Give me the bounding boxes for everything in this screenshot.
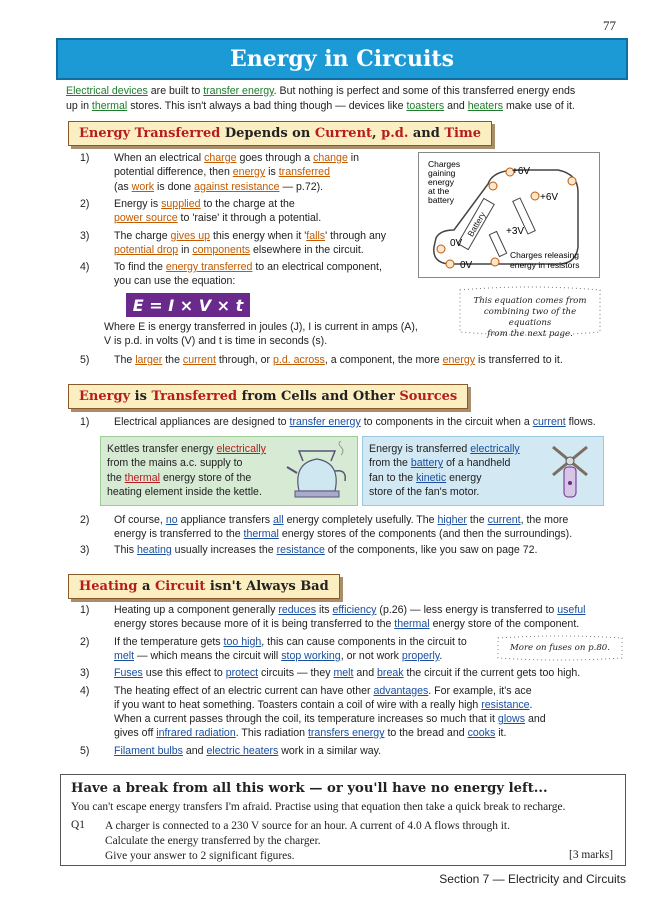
equation-note	[454, 284, 606, 338]
text-line	[114, 151, 359, 165]
heading-text: is	[130, 389, 152, 404]
keyword: work	[131, 180, 155, 193]
heading-keyword: Heating	[79, 579, 138, 594]
intro-keyword: Electrical devices	[66, 85, 148, 97]
item-number: 4)	[80, 684, 90, 697]
heading-keyword: Time	[444, 126, 482, 141]
keyword: higher	[437, 514, 467, 526]
text: ' through any	[325, 229, 387, 242]
text: The charge	[114, 229, 171, 242]
text: is done	[154, 180, 195, 193]
text-line	[114, 543, 537, 557]
summary-heading: Have a break from all this work — or you'll have no energy left...	[71, 781, 548, 796]
question-text	[105, 819, 510, 864]
voltage-label: +6V	[540, 192, 559, 203]
intro-text: . But nothing is perfect and some of this transferred energy ends	[273, 85, 576, 97]
heading-text: isn't Always Bad	[205, 579, 329, 594]
text: gives off	[114, 727, 157, 740]
text: and	[182, 744, 207, 757]
text-line	[114, 243, 386, 257]
text-line	[114, 260, 382, 274]
keyword: thermal	[124, 471, 160, 484]
text: This	[114, 544, 137, 556]
keyword: charge	[204, 152, 237, 164]
keyword: infrared radiation	[156, 727, 236, 740]
text: Energy is	[114, 197, 162, 210]
heading-keyword: Sources	[399, 389, 458, 404]
keyword: cooks	[467, 727, 496, 740]
text: to 'raise' it through a potential.	[177, 212, 322, 225]
text: . This radiation	[235, 727, 308, 740]
keyword: break	[377, 667, 404, 680]
item-number: 1)	[80, 604, 90, 616]
text: store of the fan's motor.	[369, 485, 480, 498]
text: goes through a	[236, 152, 314, 164]
equation-explanation	[104, 320, 464, 349]
text: this energy when it '	[210, 229, 307, 242]
label-charges-gaining: Charges gaining energy at the battery	[428, 159, 461, 205]
keyword: melt	[333, 667, 354, 680]
keyword: properly	[401, 649, 440, 662]
text: elsewhere in the circuit.	[250, 243, 364, 256]
keyword: current	[487, 514, 521, 526]
text: to components in the circuit when a	[360, 416, 533, 428]
item-text	[114, 603, 586, 632]
section3-list	[80, 603, 640, 763]
keyword: thermal	[394, 618, 430, 631]
text-line	[114, 744, 381, 758]
item-text	[114, 151, 359, 194]
text: use this effect to	[142, 667, 226, 680]
section2-item3	[80, 543, 640, 559]
text: . For example, it's ace	[428, 684, 532, 697]
item-text	[114, 260, 382, 289]
section1-list	[80, 151, 420, 291]
text-line	[114, 635, 467, 649]
text: Heating up a component generally	[114, 604, 279, 616]
section2-item2	[80, 513, 640, 543]
text: Energy is transferred	[369, 443, 471, 455]
text: to an electrical component,	[252, 261, 382, 274]
text: (p.26) — less energy is transferred to	[376, 604, 558, 616]
text: the circuit if the current gets too high.	[403, 667, 581, 680]
text-line	[114, 197, 321, 211]
item-number: 3)	[80, 667, 90, 680]
text: the	[107, 471, 125, 484]
keyword: change	[313, 152, 348, 164]
question-marks: [3 marks]	[569, 849, 613, 861]
note-line: This equation comes from	[473, 296, 587, 306]
text: , or not work	[340, 649, 402, 662]
keyword: resistance	[481, 698, 530, 711]
item-number: 2)	[80, 197, 90, 210]
heading-text: Depends on	[220, 126, 315, 141]
equation-box: E = I × V × t	[126, 293, 250, 317]
keyword: current	[532, 416, 566, 428]
circuit-diagram	[418, 152, 600, 278]
heading-text: a	[137, 579, 155, 594]
text: of the components, like you saw on page 72.	[324, 544, 538, 556]
text-line	[107, 456, 266, 470]
text-line	[369, 471, 520, 485]
page-title-bar	[56, 38, 628, 80]
text-line	[369, 456, 520, 470]
text: the	[162, 354, 183, 366]
text: — which means the circuit will	[134, 649, 282, 662]
keyword: against resistance	[194, 180, 280, 193]
label-charges-releasing: Charges releasing energy in resistors	[510, 250, 580, 270]
keyword: energy	[442, 354, 476, 366]
heading-keyword: p.d.	[381, 126, 409, 141]
text: fan to the	[369, 471, 417, 484]
text: appliance transfers	[177, 514, 274, 526]
text: energy is transferred to the	[114, 528, 244, 541]
kettle-icon	[283, 441, 353, 503]
text: Kettles transfer energy	[107, 443, 217, 455]
keyword: supplied	[161, 197, 201, 210]
keyword: electrically	[470, 443, 520, 455]
text: from the	[369, 457, 411, 470]
keyword: potential drop	[114, 243, 179, 256]
intro-keyword: heaters	[467, 100, 504, 112]
text: energy stores of the components (and then the surroundings).	[278, 528, 573, 541]
text: Electrical appliances are designed to	[114, 416, 290, 428]
keyword: heating	[136, 544, 172, 556]
keyword: no	[165, 514, 178, 526]
text: through, or	[215, 354, 274, 366]
text: from the mains a.c. supply to	[107, 457, 243, 470]
intro-paragraph	[66, 84, 632, 114]
heading-text: and	[408, 126, 445, 141]
text: and	[525, 713, 546, 726]
text: The	[114, 354, 136, 366]
keyword: energy	[232, 166, 266, 179]
keyword: gives up	[170, 229, 211, 242]
text-line	[114, 211, 321, 225]
text: , a component, the more	[324, 354, 443, 366]
text-line	[114, 180, 359, 194]
text-line	[114, 666, 580, 680]
text: flows.	[565, 416, 596, 428]
text: in	[347, 152, 360, 164]
section1-item5	[80, 353, 640, 369]
heading-text: ,	[372, 126, 382, 141]
keyword: electric heaters	[206, 744, 279, 757]
item-text	[114, 353, 563, 367]
item-text	[114, 229, 386, 258]
item-number: 1)	[80, 152, 90, 164]
text: When a current passes through the coil, its temperature increases so much that it	[114, 713, 498, 726]
keyword: reduces	[278, 604, 317, 616]
keyword: stop working	[281, 649, 341, 662]
text: heating element inside the kettle.	[107, 485, 262, 498]
section-heading-3	[68, 574, 340, 599]
keyword: p.d. across	[273, 354, 325, 366]
keyword: current	[182, 354, 216, 366]
keyword: kinetic	[416, 471, 447, 484]
keyword: efficiency	[332, 604, 377, 616]
keyword: protect	[225, 667, 259, 680]
text-line	[114, 229, 386, 243]
section-heading-2	[68, 384, 468, 409]
text-line	[114, 684, 546, 698]
keyword: falls	[306, 229, 326, 242]
text: , the more	[520, 514, 569, 526]
text: energy	[446, 471, 482, 484]
text: Of course,	[114, 514, 166, 526]
keyword: components	[192, 243, 251, 256]
text-line	[114, 603, 586, 617]
text-line	[114, 649, 467, 663]
text: if you want to heat something. Toasters contain a coil of wire with a really high	[114, 698, 482, 711]
item-number: 5)	[80, 354, 90, 366]
text-line	[114, 274, 382, 288]
text: If the temperature gets	[114, 635, 224, 648]
item-text	[114, 684, 546, 741]
text: the	[466, 514, 488, 526]
keyword: electrically	[216, 443, 266, 455]
intro-keyword: thermal	[91, 100, 128, 112]
keyword: useful	[557, 604, 586, 616]
text: is	[265, 166, 279, 179]
item-number: 3)	[80, 544, 90, 556]
summary-text: You can't escape energy transfers I'm afraid. Practise using that equation then take a quick break to recharge.	[71, 801, 566, 813]
keyword: power source	[114, 212, 178, 225]
text: is transferred to it.	[475, 354, 563, 366]
question-line: A charger is connected to a 230 V source for an hour. A current of 4.0 A flows through it.	[105, 820, 510, 832]
text: you can use the equation:	[114, 275, 236, 288]
item-text	[114, 635, 467, 664]
text: usually increases the	[171, 544, 277, 556]
note-line: combining two of the equations	[483, 307, 577, 328]
text-line	[114, 513, 572, 527]
keyword: Filament bulbs	[114, 744, 183, 757]
text-line	[114, 353, 563, 367]
text: energy store of the	[160, 471, 252, 484]
heading-text: from Cells and Other	[237, 389, 400, 404]
keyword: Fuses	[114, 667, 143, 680]
text-line	[114, 698, 546, 712]
heading-keyword: Circuit	[154, 579, 206, 594]
question-label: Q1	[71, 819, 85, 831]
item-text	[114, 543, 537, 557]
intro-keyword: transfer energy	[203, 85, 274, 97]
text-line	[114, 617, 586, 631]
text: energy completely usefully. The	[283, 514, 438, 526]
keyword: battery	[410, 457, 444, 470]
text-line	[114, 527, 572, 541]
explanation-line: V is p.d. in volts (V) and t is time in seconds (s).	[104, 335, 328, 348]
section2-item1	[80, 415, 640, 431]
text: energy store of the component.	[429, 618, 580, 631]
item-number: 2)	[80, 635, 90, 648]
fuse-note-text: More on fuses on p.80.	[509, 643, 611, 653]
page-title: Energy in Circuits	[230, 46, 454, 72]
item-number: 3)	[80, 229, 90, 242]
text-line	[107, 471, 266, 485]
voltage-label: 0V	[460, 260, 473, 271]
text: in	[178, 243, 193, 256]
keyword: too high	[223, 635, 262, 648]
text: potential difference, then	[114, 166, 233, 179]
text: energy stores because more of it is being transferred to the	[114, 618, 395, 631]
text: , this can cause components in the circuit to	[261, 635, 467, 648]
intro-text: stores. This isn't always a bad thing though — devices like	[127, 100, 407, 112]
fan-icon	[543, 441, 597, 503]
text: (as	[114, 180, 132, 193]
voltage-label: +6V	[512, 166, 531, 177]
item-text	[114, 666, 580, 680]
text: its	[316, 604, 333, 616]
fan-box	[362, 436, 604, 506]
heading-keyword: Energy Transferred	[79, 126, 221, 141]
page-number: 77	[603, 18, 616, 33]
item-text	[114, 415, 596, 429]
keyword: transferred	[278, 166, 330, 179]
keyword: all	[273, 514, 284, 526]
text: .	[529, 698, 533, 711]
keyword: advantages	[373, 684, 429, 697]
text: to the bread and	[384, 727, 468, 740]
text: When an electrical	[114, 152, 205, 164]
summary-box	[60, 774, 626, 866]
text-line	[107, 442, 266, 456]
question-line: Calculate the energy transferred by the charger.	[105, 835, 321, 847]
explanation-line: Where E is energy transferred in joules (J), I is current in amps (A),	[104, 321, 418, 333]
keyword: glows	[497, 713, 526, 726]
item-text	[114, 744, 381, 758]
text: circuits — they	[258, 667, 334, 680]
voltage-label: 0V	[450, 238, 463, 249]
item-number: 4)	[80, 261, 90, 274]
text: to the charge at the	[200, 197, 295, 210]
heading-keyword: Energy	[79, 389, 131, 404]
text: of a handheld	[443, 457, 511, 470]
keyword: thermal	[243, 528, 279, 541]
text: — p.72).	[279, 180, 324, 193]
voltage-label: +3V	[506, 226, 525, 237]
keyword: transfer energy	[289, 416, 361, 428]
intro-keyword: toasters	[406, 100, 445, 112]
text-line	[114, 726, 546, 740]
item-text	[114, 513, 572, 542]
text-line	[114, 712, 546, 726]
keyword: melt	[114, 649, 135, 662]
text: To find the	[114, 261, 166, 274]
text: it.	[495, 727, 507, 740]
intro-text: are built to	[147, 85, 204, 97]
text: The heating effect of an electric current can have other	[114, 684, 374, 697]
text: .	[439, 649, 443, 662]
text: work in a similar way.	[278, 744, 382, 757]
intro-text: and	[444, 100, 468, 112]
keyword: energy transferred	[165, 261, 253, 274]
section-heading-1	[68, 121, 492, 146]
item-number: 2)	[80, 514, 90, 526]
heading-keyword: Transferred	[151, 389, 238, 404]
keyword: transfers energy	[307, 727, 385, 740]
text-line	[114, 165, 359, 179]
item-text	[114, 197, 321, 226]
text-line	[369, 442, 520, 456]
text-line	[114, 415, 596, 429]
footer-section-label: Section 7 — Electricity and Circuits	[439, 872, 626, 886]
item-number: 5)	[80, 744, 90, 757]
keyword: larger	[135, 354, 163, 366]
fuse-note	[494, 634, 626, 662]
item-number: 1)	[80, 416, 90, 428]
text-line	[107, 485, 266, 499]
keyword: resistance	[276, 544, 325, 556]
kettle-box	[100, 436, 358, 506]
note-line: from the next page.	[487, 329, 573, 339]
intro-text: make use of it.	[503, 100, 575, 112]
text-line	[369, 485, 520, 499]
intro-text: up in	[66, 100, 92, 112]
heading-keyword: Current	[314, 126, 373, 141]
question-line: Give your answer to 2 significant figures.	[105, 850, 295, 862]
battery-label: Battery	[465, 210, 488, 239]
text: and	[353, 667, 378, 680]
